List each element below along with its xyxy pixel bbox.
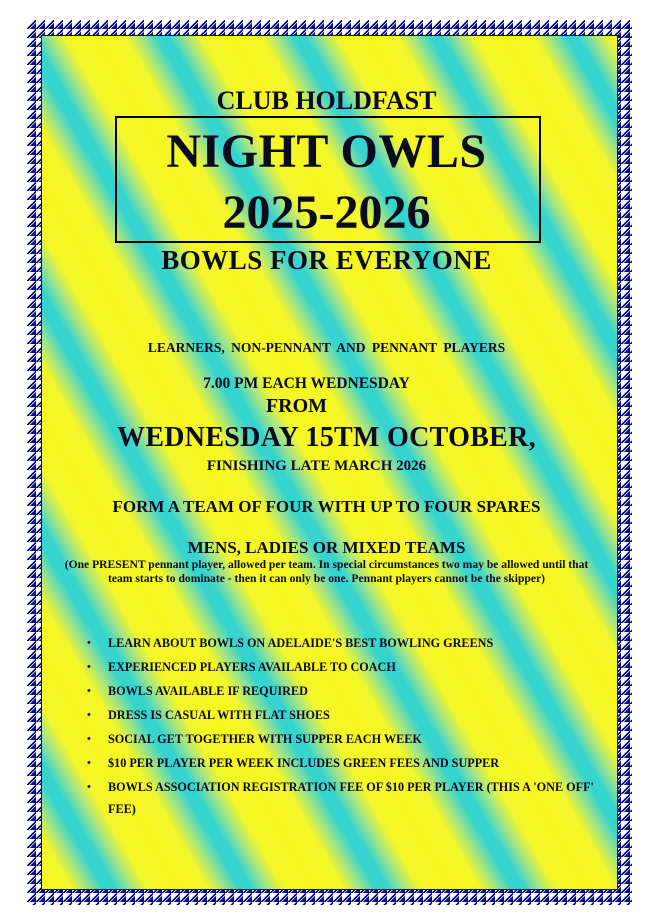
bullet-icon: •	[87, 709, 91, 721]
team-types: MENS, LADIES OR MIXED TEAMS	[187, 538, 466, 557]
event-title: NIGHT OWLS	[166, 125, 487, 178]
list-item	[80, 656, 600, 678]
list-item	[80, 728, 600, 750]
audience-text: LEARNERS, NON-PENNANT AND PENNANT PLAYERS	[147, 340, 506, 355]
bullet-icon: •	[87, 661, 91, 673]
list-item	[80, 776, 600, 820]
bullet-icon: •	[87, 781, 91, 793]
bullet-icon: •	[87, 685, 91, 697]
benefits-list	[80, 632, 600, 822]
list-item	[80, 704, 600, 726]
tagline: BOWLS FOR EVERYONE	[161, 245, 492, 275]
time-text: 7.00 PM EACH WEDNESDAY	[203, 375, 410, 392]
bullet-icon: •	[87, 637, 91, 649]
list-item-text: $10 PER PLAYER PER WEEK INCLUDES GREEN FEES AND SUPPER	[108, 756, 500, 770]
bullet-icon: •	[87, 733, 91, 745]
list-item-text: BOWLS ASSOCIATION REGISTRATION FEE OF $10 PER PLAYER (THIS A 'ONE OFF' FEE)	[108, 780, 594, 816]
list-item	[80, 632, 518, 654]
club-name: CLUB HOLDFAST	[216, 86, 437, 115]
start-date: WEDNESDAY 15TM OCTOBER,	[117, 422, 536, 453]
from-text: FROM	[265, 395, 328, 417]
team-info: FORM A TEAM OF FOUR WITH UP TO FOUR SPARES	[112, 497, 541, 516]
event-season: 2025-2026	[222, 186, 431, 239]
list-item	[80, 752, 503, 774]
list-item-text: LEARN ABOUT BOWLS ON ADELAIDE'S BEST BOWLING GREENS	[108, 636, 494, 650]
bullet-icon: •	[87, 757, 91, 769]
list-item-text: SOCIAL GET TOGETHER WITH SUPPER EACH WEEK	[108, 732, 422, 746]
list-item	[80, 680, 600, 702]
list-item-text: BOWLS AVAILABLE IF REQUIRED	[108, 684, 308, 698]
list-item-text: DRESS IS CASUAL WITH FLAT SHOES	[108, 708, 330, 722]
pennant-note: (One PRESENT pennant player, allowed per team. In special circumstances two may be allowed until that team starts to dominate - then it can only be one. Pennant players cannot be the skipper)	[64, 558, 589, 585]
finish-date: FINISHING LATE MARCH 2026	[206, 458, 427, 474]
list-item-text: EXPERIENCED PLAYERS AVAILABLE TO COACH	[108, 660, 396, 674]
